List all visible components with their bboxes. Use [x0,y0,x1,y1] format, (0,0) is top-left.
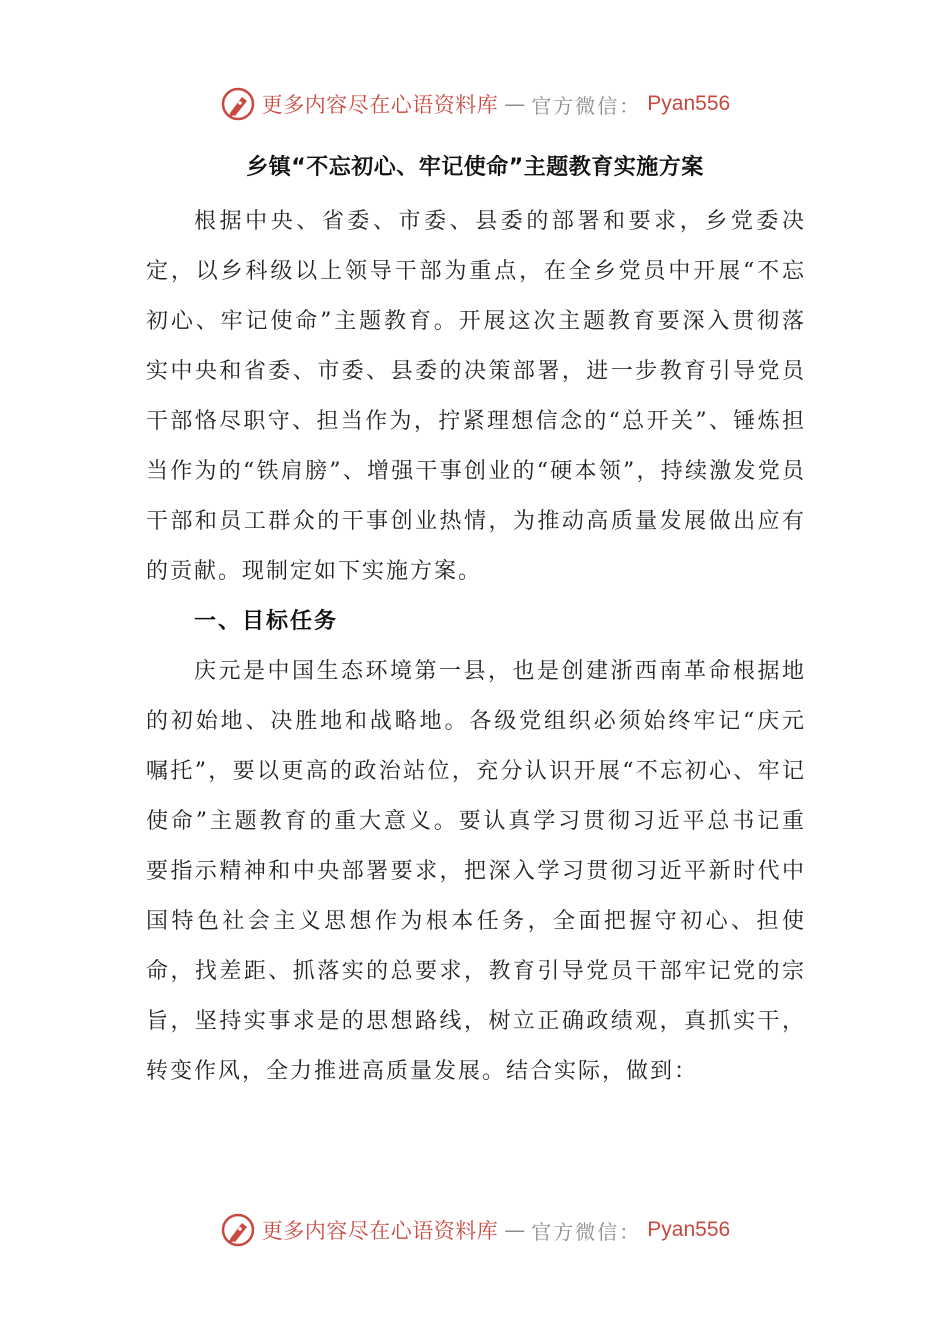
pen-nib-logo-icon [220,1212,256,1248]
watermark-separator: — [504,92,526,116]
watermark-label: 官方微信： [531,93,642,118]
watermark-wechat-id: Pyan556 [647,1218,731,1241]
watermark-footer [0,1210,950,1250]
watermark-wechat-id: Pyan556 [647,92,731,115]
document-title: 乡镇“不忘初心、牢记使命”主题教育实施方案 [246,155,704,180]
watermark-text: 更多内容尽在心语资料库 [261,93,499,117]
section-heading-goals: 一、目标任务 [194,609,339,634]
watermark-text: 更多内容尽在心语资料库 [261,1219,499,1243]
intro-paragraph: 根据中央、省委、市委、县委的部署和要求，乡党委决定，以乡科级以上领导干部为重点，在全乡党员中开展“不忘初心、牢记使命”主题教育。开展这次主题教育要深入贯彻落实中央和省委、市委、县委的决策部署，进一步教育引导党员干部恪尽职守、担当作为，拧紧理想信念的“总开关”、锤炼担当作为的“铁肩膀”、增强干事创业的“硬本领”，持续激发党员干部和员工群众的干事创业热情，为推动高质量发展做出应有的贡献。现制定如下实施方案。 [146,209,806,584]
section-paragraph-goals: 庆元是中国生态环境第一县，也是创建浙西南革命根据地的初始地、决胜地和战略地。各级党组织必须始终牢记“庆元嘱托”，要以更高的政治站位，充分认识开展“不忘初心、牢记使命”主题教育的重大意义。要认真学习贯彻习近平总书记重要指示精神和中央部署要求，把深入学习贯彻习近平新时代中国特色社会主义思想作为根本任务，全面把握守初心、担使命，找差距、抓落实的总要求，教育引导党员干部牢记党的宗旨，坚持实事求是的思想路线，树立正确政绩观，真抓实干，转变作风，全力推进高质量发展。结合实际，做到： [146,659,806,1084]
pen-nib-logo-icon [220,86,256,122]
watermark-label: 官方微信： [531,1219,642,1244]
watermark-header [0,84,950,124]
watermark-separator: — [504,1218,526,1242]
document-body [146,197,806,1097]
